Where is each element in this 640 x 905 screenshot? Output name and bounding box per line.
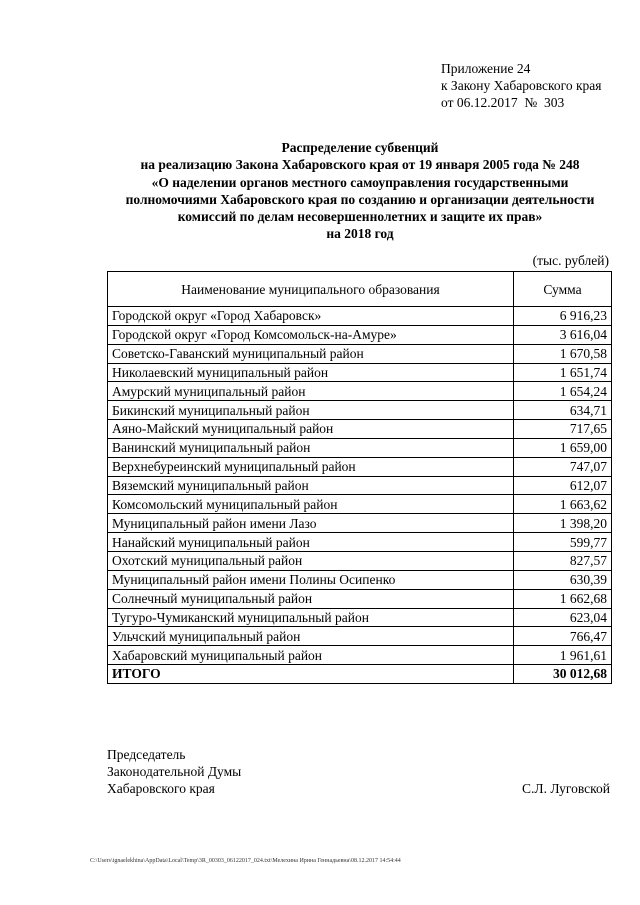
row-sum: 1 961,61: [514, 646, 612, 665]
row-sum: 612,07: [514, 476, 612, 495]
row-name: Аяно-Майский муниципальный район: [108, 420, 514, 439]
row-sum: 827,57: [514, 551, 612, 570]
title-line: Распределение субвенций: [281, 140, 439, 155]
table-row: [108, 382, 612, 401]
row-name: Николаевский муниципальный район: [108, 363, 514, 382]
total-row: [108, 665, 612, 684]
row-sum: 634,71: [514, 401, 612, 420]
header-sum: Сумма: [514, 272, 612, 307]
signature-block: [107, 746, 610, 797]
appendix-line: Приложение 24: [441, 61, 531, 76]
row-name: Муниципальный район имени Полины Осипенко: [108, 570, 514, 589]
title-line: полномочиями Хабаровского края по созданию и организации деятельности: [125, 191, 595, 207]
title-line: «О наделении органов местного самоуправления государственными: [151, 174, 569, 190]
table-row: [108, 533, 612, 552]
table-row: [108, 646, 612, 665]
title-line: на реализацию Закона Хабаровского края от 19 января 2005 года № 248: [140, 157, 580, 173]
row-sum: 1 659,00: [514, 438, 612, 457]
row-sum: 3 616,04: [514, 325, 612, 344]
row-sum: 766,47: [514, 627, 612, 646]
row-sum: 1 398,20: [514, 514, 612, 533]
table-row: [108, 363, 612, 382]
table-row: [108, 570, 612, 589]
row-name: Верхнебуреинский муниципальный район: [108, 457, 514, 476]
row-sum: 1 670,58: [514, 344, 612, 363]
row-name: Нанайский муниципальный район: [108, 533, 514, 552]
table-row: [108, 457, 612, 476]
row-name: Городской округ «Город Хабаровск»: [108, 307, 514, 326]
row-sum: 6 916,23: [514, 307, 612, 326]
row-name: Вяземский муниципальный район: [108, 476, 514, 495]
row-name: Бикинский муниципальный район: [108, 401, 514, 420]
row-sum: 630,39: [514, 570, 612, 589]
subvention-table: [107, 271, 612, 684]
table-row: [108, 438, 612, 457]
table-row: [108, 608, 612, 627]
row-name: Хабаровский муниципальный район: [108, 646, 514, 665]
row-name: Комсомольский муниципальный район: [108, 495, 514, 514]
signatory-title-line: Хабаровского края: [107, 781, 215, 796]
row-sum: 623,04: [514, 608, 612, 627]
row-name: Солнечный муниципальный район: [108, 589, 514, 608]
appendix-date-line: от 06.12.2017 № 303: [441, 95, 565, 110]
row-sum: 747,07: [514, 457, 612, 476]
table-row: [108, 495, 612, 514]
appendix-note: [441, 60, 602, 111]
header-name: Наименование муниципального образования: [108, 272, 514, 307]
table-row: [108, 325, 612, 344]
row-name: Ванинский муниципальный район: [108, 438, 514, 457]
total-label: ИТОГО: [108, 665, 514, 684]
total-sum: 30 012,68: [514, 665, 612, 684]
row-name: Охотский муниципальный район: [108, 551, 514, 570]
file-path-footer: C:\Users\ignaelekhina\AppData\Local\Temp\3R_00303_06122017_024.txt\Мелехина Ирина Геннадьевна\08.12.2017 14:54:44: [90, 858, 401, 864]
row-sum: 1 663,62: [514, 495, 612, 514]
title-line: комиссий по делам несовершеннолетних и защите их прав»: [177, 209, 543, 225]
document-title: [100, 139, 620, 243]
row-sum: 1 654,24: [514, 382, 612, 401]
row-name: Городской округ «Город Комсомольск-на-Амуре»: [108, 325, 514, 344]
row-name: Советско-Гаванский муниципальный район: [108, 344, 514, 363]
table-row: [108, 344, 612, 363]
signatory-title-line: Законодательной Думы: [107, 764, 242, 779]
row-name: Муниципальный район имени Лазо: [108, 514, 514, 533]
title-line: на 2018 год: [326, 226, 394, 242]
row-sum: 599,77: [514, 533, 612, 552]
table-row: [108, 420, 612, 439]
table-row: [108, 551, 612, 570]
row-sum: 1 662,68: [514, 589, 612, 608]
row-sum: 1 651,74: [514, 363, 612, 382]
table-row: [108, 589, 612, 608]
row-name: Ульчский муниципальный район: [108, 627, 514, 646]
row-name: Амурский муниципальный район: [108, 382, 514, 401]
signatory-title-line: Председатель: [107, 747, 186, 762]
table-row: [108, 514, 612, 533]
table-row: [108, 627, 612, 646]
appendix-law-line: к Закону Хабаровского края: [441, 78, 602, 93]
table-row: [108, 401, 612, 420]
table-row: [108, 476, 612, 495]
table-row: [108, 307, 612, 326]
row-name: Тугуро-Чумиканский муниципальный район: [108, 608, 514, 627]
table-header-row: [108, 272, 612, 307]
signatory-name: С.Л. Луговской: [522, 781, 610, 796]
units-label: (тыс. рублей): [532, 253, 609, 268]
row-sum: 717,65: [514, 420, 612, 439]
